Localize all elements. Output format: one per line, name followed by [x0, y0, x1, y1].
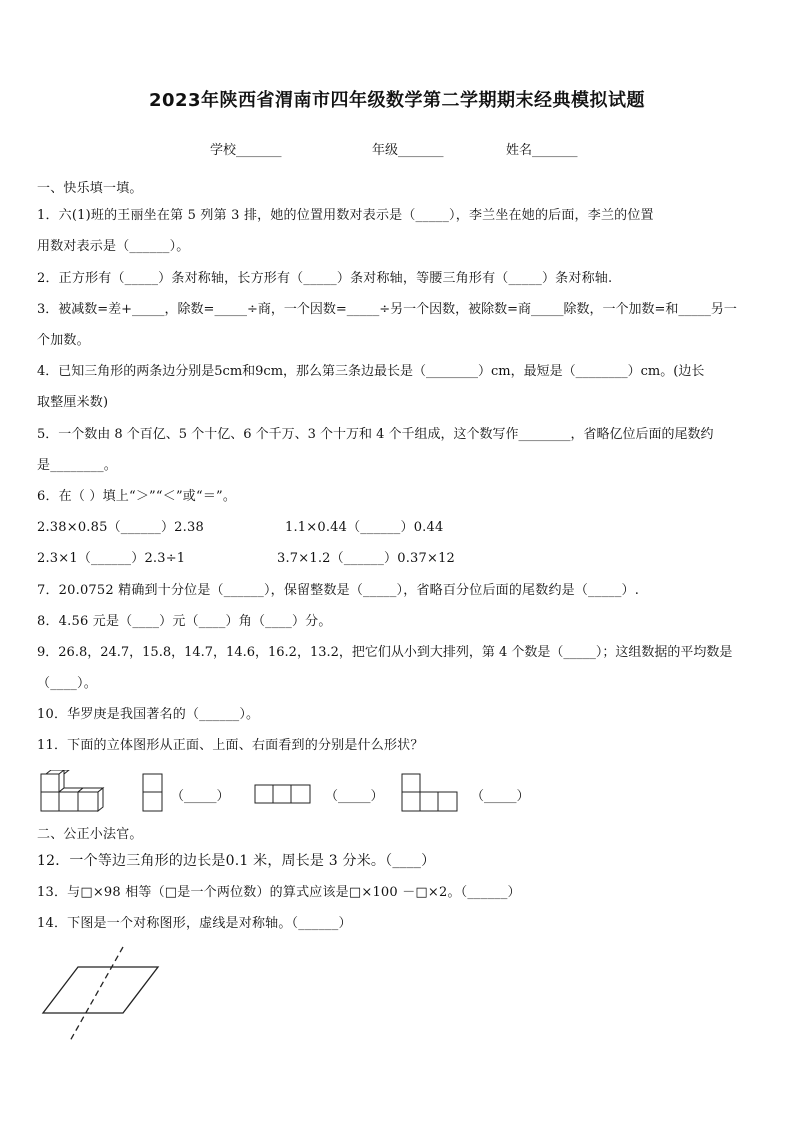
question-6-item-1: 2.38×0.85（______）2.38 [37, 520, 204, 535]
page-title: 2023年陕西省渭南市四年级数学第二学期期末经典模拟试题 [148, 90, 646, 111]
question-6-item-3: 2.3×1（______）2.3÷1 [37, 551, 186, 566]
q11-answer-1: （_____） [171, 789, 230, 804]
school-field: 学校_______ [210, 143, 282, 158]
question-7: 7．20.0752 精确到十分位是（______），保留整数是（_____），省略百分位后面的尾数约是（_____）. [37, 583, 640, 598]
top-view-icon [254, 784, 312, 804]
question-8: 8．4.56 元是（____）元（____）角（____）分。 [37, 614, 332, 629]
question-5-line-2: 是________。 [37, 458, 117, 473]
question-13: 13．与□×98 相等（□是一个两位数）的算式应该是□×100 －□×2。（______） [37, 885, 521, 900]
name-field: 姓名_______ [506, 143, 578, 158]
side-view-icon [401, 773, 459, 813]
question-10: 10．华罗庚是我国著名的（______）。 [37, 707, 260, 722]
section-2-heading: 二、公正小法官。 [37, 827, 143, 842]
question-9-line-2: （____）。 [37, 676, 97, 691]
question-4-line-1: 4．已知三角形的两条边分别是5cm和9cm，那么第三条边最长是（________）cm，最短是（________）cm。(边长 [37, 364, 705, 379]
question-4-line-2: 取整厘米数) [37, 395, 109, 410]
question-12: 12．一个等边三角形的边长是0.1 米，周长是 3 分米。（____） [37, 853, 436, 869]
question-6: 6．在（ ）填上“＞”“＜”或“＝”。 [37, 489, 237, 504]
section-1-heading: 一、快乐填一填。 [37, 181, 143, 196]
question-11: 11．下面的立体图形从正面、上面、右面看到的分别是什么形状？ [37, 738, 424, 753]
question-5-line-1: 5．一个数由 8 个百亿、5 个十亿、6 个千万、3 个十万和 4 个千组成，这个数写作________，省略亿位后面的尾数约 [37, 427, 714, 442]
question-3-line-2: 个加数。 [37, 333, 90, 348]
question-3-line-1: 3．被减数=差+_____，除数=_____÷商，一个因数=_____÷另一个因数，被除数=商_____除数，一个加数=和_____另一 [37, 302, 737, 317]
solid-figure-icon [38, 770, 108, 816]
grade-field: 年级_______ [372, 143, 444, 158]
front-view-icon [142, 773, 164, 813]
question-2: 2．正方形有（_____）条对称轴，长方形有（_____）条对称轴，等腰三角形有（_____）条对称轴. [37, 271, 613, 286]
question-14: 14．下图是一个对称图形，虚线是对称轴。（______） [37, 916, 352, 931]
question-9-line-1: 9．26.8，24.7，15.8，14.7，14.6，16.2，13.2，把它们从小到大排列，第 4 个数是（_____）；这组数据的平均数是 [37, 645, 733, 660]
q11-answer-3: （_____） [471, 789, 530, 804]
parallelogram-figure-icon [38, 945, 168, 1045]
question-6-item-2: 1.1×0.44（______）0.44 [285, 520, 444, 535]
question-1-line-1: 1．六(1)班的王丽坐在第 5 列第 3 排，她的位置用数对表示是（_____），李兰坐在她的后面，李兰的位置 [37, 208, 654, 223]
q11-answer-2: （_____） [325, 789, 384, 804]
question-1-line-2: 用数对表示是（______）。 [37, 239, 190, 254]
question-6-item-4: 3.7×1.2（______）0.37×12 [277, 551, 456, 566]
